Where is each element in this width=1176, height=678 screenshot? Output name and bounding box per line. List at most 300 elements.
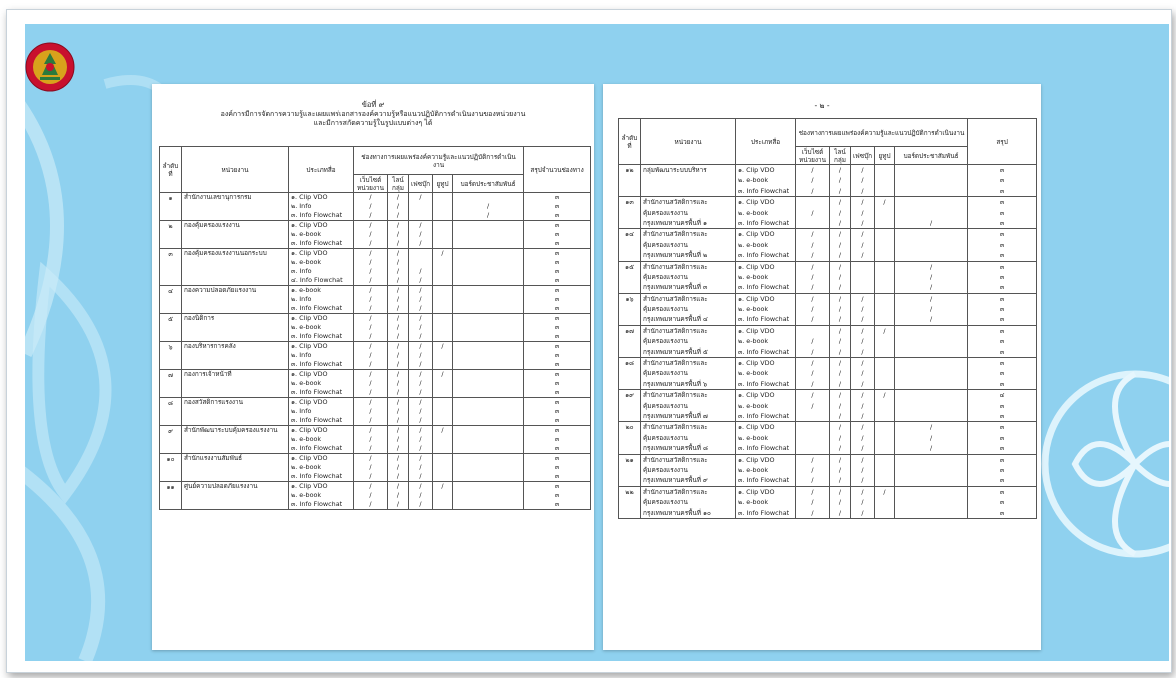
- website-cell: [354, 398, 388, 426]
- check-mark: /: [861, 487, 864, 496]
- total-value: ๓: [999, 186, 1005, 195]
- check-mark: /: [419, 379, 422, 387]
- total-value: ๓: [999, 230, 1005, 239]
- check-mark: /: [396, 323, 400, 331]
- check-mark: [455, 454, 521, 463]
- total-value: ๓: [999, 283, 1005, 292]
- website-cell: [354, 286, 388, 314]
- check-mark: /: [396, 482, 400, 490]
- check-mark: [435, 454, 450, 463]
- check-mark: /: [838, 283, 842, 292]
- check-mark: /: [396, 230, 400, 238]
- check-mark: [455, 267, 521, 276]
- facebook-cell: [409, 193, 433, 221]
- check-mark: [877, 218, 892, 228]
- check-mark: [853, 282, 872, 292]
- check-mark: [435, 286, 450, 295]
- media-item: ๒. e-book: [738, 240, 769, 249]
- total-cell: [968, 454, 1037, 486]
- line-cell: [830, 358, 851, 390]
- header-facebook: เฟซบุ๊ก: [409, 175, 433, 193]
- check-mark: [455, 500, 521, 509]
- check-mark: [455, 463, 521, 472]
- total-value: ๓: [554, 472, 560, 480]
- check-mark: /: [861, 198, 864, 207]
- unit-name: [182, 454, 289, 482]
- check-mark: /: [369, 249, 372, 257]
- media-item: ๓. Info Flowchat: [738, 315, 790, 324]
- check-mark: /: [838, 465, 842, 474]
- header-board: บอร์ดประชาสัมพันธ์: [453, 175, 524, 193]
- check-mark: /: [811, 166, 814, 174]
- check-mark: /: [811, 465, 814, 474]
- media-cell: [289, 221, 354, 249]
- total-value: ๓: [999, 176, 1005, 185]
- board-cell: [895, 454, 968, 486]
- check-mark: /: [861, 433, 864, 442]
- check-mark: /: [838, 315, 842, 324]
- total-value: ๓: [999, 401, 1005, 410]
- total-cell: [968, 197, 1037, 229]
- check-mark: /: [838, 262, 842, 271]
- media-item: ๓. Info Flowchat: [291, 472, 343, 480]
- header-unit: หน่วยงาน: [182, 147, 289, 193]
- row-number: ๒๒: [619, 486, 641, 518]
- page-number: - ๒ -: [814, 101, 830, 110]
- total-cell: [968, 165, 1037, 197]
- check-mark: /: [369, 351, 372, 359]
- check-mark: /: [861, 251, 864, 260]
- header-no: ลำดับที่: [619, 119, 641, 165]
- check-mark: /: [396, 426, 400, 434]
- check-mark: /: [838, 487, 842, 496]
- unit-name: [641, 197, 736, 229]
- check-mark: /: [811, 186, 814, 195]
- check-mark: /: [441, 342, 444, 350]
- board-cell: [453, 370, 524, 398]
- check-mark: /: [396, 435, 400, 443]
- header-channel-group: ช่องทางการเผยแพร่องค์ความรู้และแนวปฏิบัติการดำเนินงาน: [354, 147, 524, 175]
- row-number: ๑๓: [619, 197, 641, 229]
- media-cell: [289, 193, 354, 221]
- media-cell: [289, 426, 354, 454]
- unit-name-line: สำนักงานสวัสดิการและ: [643, 326, 708, 335]
- check-mark: /: [396, 454, 400, 462]
- check-mark: /: [369, 193, 372, 201]
- table-row: [619, 229, 1037, 261]
- total-cell: [524, 249, 591, 286]
- media-item: ๓. Info Flowchat: [738, 476, 790, 485]
- check-mark: /: [419, 239, 422, 247]
- row-number: ๑: [160, 193, 182, 221]
- unit-name-line: กรุงเทพมหานครพื้นที่ ๖: [643, 379, 708, 388]
- media-item: ๓. Info Flowchat: [291, 360, 343, 368]
- header-media-type: ประเภทสื่อ: [289, 147, 354, 193]
- table-row: [160, 249, 591, 286]
- media-item: ๑. Clip VDO: [291, 342, 328, 350]
- table-row: [619, 197, 1037, 229]
- total-value: ๓: [999, 455, 1005, 464]
- check-mark: /: [838, 444, 842, 453]
- check-mark: /: [929, 218, 933, 227]
- unit-name-line: กรุงเทพมหานครพื้นที่ ๓: [643, 283, 708, 292]
- check-mark: /: [369, 500, 372, 508]
- check-mark: /: [396, 267, 400, 275]
- check-mark: /: [369, 482, 372, 490]
- line-cell: [830, 197, 851, 229]
- check-mark: /: [838, 186, 842, 195]
- table-row: [160, 342, 591, 370]
- website-cell: [354, 454, 388, 482]
- check-mark: /: [396, 295, 400, 303]
- check-mark: [897, 229, 965, 239]
- check-mark: [455, 416, 521, 425]
- unit-name: [182, 426, 289, 454]
- board-cell: [453, 193, 524, 221]
- unit-name: [182, 482, 289, 510]
- check-mark: [435, 314, 450, 323]
- check-mark: /: [396, 491, 400, 499]
- facebook-cell: [409, 398, 433, 426]
- total-value: ๓: [999, 251, 1005, 260]
- check-mark: [897, 175, 965, 185]
- total-cell: [524, 398, 591, 426]
- check-mark: [897, 326, 965, 336]
- unit-name-line: สำนักงานสวัสดิการและ: [643, 359, 708, 368]
- unit-name-line: คุ้มครองแรงงาน: [643, 369, 688, 378]
- unit-name-line: กองคุ้มครองแรงงาน: [184, 221, 240, 229]
- media-item: ๒. e-book: [738, 498, 769, 507]
- check-mark: [877, 465, 892, 475]
- total-value: ๓: [554, 332, 560, 340]
- unit-name-line: กองความปลอดภัยแรงงาน: [184, 286, 257, 294]
- check-mark: /: [419, 342, 422, 350]
- header-channel-group: ช่องทางการเผยแพร่องค์ความรู้และแนวปฏิบัติการดำเนินงาน: [796, 119, 968, 147]
- check-mark: /: [396, 416, 400, 424]
- check-mark: [877, 314, 892, 324]
- check-mark: /: [861, 230, 864, 239]
- total-value: ๓: [554, 379, 560, 387]
- facebook-cell: [851, 325, 875, 357]
- unit-name-line: คุ้มครองแรงงาน: [643, 208, 688, 217]
- media-cell: [736, 454, 796, 486]
- unit-name-line: สำนักงานสวัสดิการและ: [643, 294, 708, 303]
- total-cell: [968, 422, 1037, 454]
- line-cell: [388, 482, 409, 510]
- check-mark: /: [883, 487, 886, 496]
- board-cell: [453, 426, 524, 454]
- check-mark: /: [369, 267, 372, 275]
- check-mark: /: [838, 476, 842, 485]
- check-mark: /: [811, 208, 814, 217]
- total-value: ๓: [999, 272, 1005, 281]
- board-cell: [895, 486, 968, 518]
- check-mark: [455, 370, 521, 379]
- unit-name-line: สำนักงานสวัสดิการและ: [643, 198, 708, 207]
- website-cell: [796, 325, 830, 357]
- row-number: ๕: [160, 314, 182, 342]
- media-cell: [289, 286, 354, 314]
- check-mark: /: [811, 476, 814, 485]
- unit-name-line: กองการเจ้าหน้าที่: [184, 370, 232, 378]
- media-item: ๑. Clip VDO: [291, 221, 328, 229]
- facebook-cell: [851, 229, 875, 261]
- unit-name: [182, 314, 289, 342]
- check-mark: /: [883, 391, 886, 400]
- board-cell: [895, 293, 968, 325]
- check-mark: /: [811, 455, 814, 464]
- facebook-cell: [409, 286, 433, 314]
- youtube-cell: [875, 358, 895, 390]
- check-mark: /: [419, 221, 422, 229]
- media-cell: [289, 342, 354, 370]
- check-mark: /: [369, 463, 372, 471]
- check-mark: [435, 463, 450, 472]
- unit-name-line: คุ้มครองแรงงาน: [643, 465, 688, 474]
- total-value: ๓: [999, 369, 1005, 378]
- total-value: ๓: [554, 249, 560, 257]
- facebook-cell: [851, 165, 875, 197]
- table-row: [160, 221, 591, 249]
- check-mark: [435, 435, 450, 444]
- check-mark: /: [811, 272, 814, 281]
- unit-name-line: คุ้มครองแรงงาน: [643, 498, 688, 507]
- check-mark: /: [369, 444, 372, 452]
- media-item: ๒. Info: [291, 295, 312, 303]
- page-2-header: [603, 100, 1041, 114]
- media-cell: [289, 370, 354, 398]
- unit-name-line: กองบริหารการคลัง: [184, 342, 236, 350]
- check-mark: /: [838, 401, 842, 410]
- facebook-cell: [409, 454, 433, 482]
- check-mark: [877, 475, 892, 485]
- check-mark: /: [861, 347, 864, 356]
- check-mark: [877, 422, 892, 432]
- check-mark: /: [396, 444, 400, 452]
- total-cell: [524, 221, 591, 249]
- unit-name-line: กรุงเทพมหานครพื้นที่ ๒: [643, 251, 708, 260]
- website-cell: [354, 314, 388, 342]
- media-item: ๒. Info: [291, 202, 312, 210]
- check-mark: /: [441, 482, 444, 490]
- check-mark: [411, 258, 430, 267]
- check-mark: [877, 497, 892, 507]
- header-line: ไลน์กลุ่ม: [388, 175, 409, 193]
- check-mark: /: [811, 294, 814, 303]
- check-mark: /: [838, 176, 842, 185]
- check-mark: [455, 472, 521, 481]
- total-value: ๓: [999, 465, 1005, 474]
- media-cell: [736, 293, 796, 325]
- line-cell: [388, 193, 409, 221]
- check-mark: /: [811, 487, 814, 496]
- total-value: ๓: [999, 423, 1005, 432]
- check-mark: /: [396, 286, 400, 294]
- facebook-cell: [409, 482, 433, 510]
- check-mark: /: [811, 305, 814, 314]
- check-mark: [435, 379, 450, 388]
- media-item: ๓. Info Flowchat: [738, 379, 790, 388]
- check-mark: [455, 342, 521, 351]
- total-value: ๓: [999, 498, 1005, 507]
- check-mark: [853, 272, 872, 282]
- media-item: ๒. Info: [291, 407, 312, 415]
- website-cell: [796, 293, 830, 325]
- media-item: ๑. Clip VDO: [291, 370, 328, 378]
- media-item: ๓. Info Flowchat: [291, 211, 343, 219]
- media-item: ๓. Info Flowchat: [738, 508, 790, 517]
- check-mark: /: [369, 332, 372, 340]
- header-youtube: ยูทูป: [433, 175, 453, 193]
- check-mark: /: [883, 326, 886, 335]
- check-mark: /: [369, 295, 372, 303]
- check-mark: /: [419, 360, 422, 368]
- check-mark: /: [369, 286, 372, 294]
- total-value: ๓: [999, 337, 1005, 346]
- check-mark: /: [838, 379, 842, 388]
- check-mark: [435, 267, 450, 276]
- check-mark: /: [811, 379, 814, 388]
- unit-name-line: คุ้มครองแรงงาน: [643, 337, 688, 346]
- check-mark: /: [838, 251, 842, 260]
- check-mark: /: [811, 347, 814, 356]
- check-mark: /: [811, 262, 814, 271]
- check-mark: [897, 197, 965, 207]
- check-mark: /: [929, 294, 933, 303]
- check-mark: /: [369, 407, 372, 415]
- facebook-cell: [851, 293, 875, 325]
- media-item: ๓. Info Flowchat: [738, 283, 790, 292]
- media-cell: [736, 165, 796, 197]
- check-mark: [411, 202, 430, 211]
- check-mark: /: [369, 221, 372, 229]
- header-website: เว็บไซต์หน่วยงาน: [796, 147, 830, 165]
- unit-name: [641, 293, 736, 325]
- board-cell: [895, 261, 968, 293]
- check-mark: /: [369, 230, 372, 238]
- page-1-title: ข้อที่ ๙: [361, 100, 385, 109]
- check-mark: /: [861, 391, 864, 400]
- total-value: ๓: [554, 416, 560, 424]
- check-mark: /: [861, 166, 864, 174]
- header-board: บอร์ดประชาสัมพันธ์: [895, 147, 968, 165]
- page-1-subtitle-2: และมีการสกัดความรู้ในรูปแบบต่างๆ ได้: [313, 118, 433, 127]
- facebook-cell: [409, 249, 433, 286]
- check-mark: /: [861, 186, 864, 195]
- board-cell: [895, 358, 968, 390]
- total-value: ๓: [999, 240, 1005, 249]
- unit-name: [182, 342, 289, 370]
- check-mark: /: [811, 498, 814, 507]
- check-mark: /: [861, 240, 864, 249]
- total-value: ๓: [554, 370, 560, 378]
- total-cell: [968, 486, 1037, 518]
- unit-name: [182, 193, 289, 221]
- check-mark: /: [419, 286, 422, 294]
- check-mark: [455, 444, 521, 453]
- check-mark: /: [811, 508, 814, 517]
- total-cell: [968, 358, 1037, 390]
- check-mark: [435, 398, 450, 407]
- check-mark: [455, 295, 521, 304]
- total-value: ๓: [554, 388, 560, 396]
- board-cell: [453, 249, 524, 286]
- page-1-header: [152, 100, 594, 128]
- check-mark: /: [369, 370, 372, 378]
- facebook-cell: [409, 426, 433, 454]
- media-item: ๑. Clip VDO: [291, 426, 328, 434]
- check-mark: /: [396, 239, 400, 247]
- total-cell: [968, 261, 1037, 293]
- total-cell: [524, 482, 591, 510]
- total-value: ๓: [554, 454, 560, 462]
- media-item: ๓. Info Flowchat: [291, 304, 343, 312]
- check-mark: [798, 411, 827, 421]
- check-mark: /: [396, 388, 400, 396]
- table-row: [160, 482, 591, 510]
- check-mark: [435, 491, 450, 500]
- unit-name-line: กองนิติการ: [184, 314, 215, 322]
- media-cell: [736, 325, 796, 357]
- line-cell: [830, 165, 851, 197]
- check-mark: [455, 407, 521, 416]
- facebook-cell: [851, 486, 875, 518]
- check-mark: [877, 358, 892, 368]
- check-mark: [897, 475, 965, 485]
- youtube-cell: [875, 454, 895, 486]
- check-mark: /: [419, 276, 422, 284]
- check-mark: /: [396, 202, 400, 210]
- board-cell: [895, 390, 968, 422]
- check-mark: [435, 444, 450, 453]
- check-mark: /: [419, 491, 422, 499]
- check-mark: [877, 379, 892, 389]
- facebook-cell: [851, 261, 875, 293]
- check-mark: [455, 435, 521, 444]
- unit-name-line: กรุงเทพมหานครพื้นที่ ๗: [643, 411, 708, 420]
- unit-name: [641, 422, 736, 454]
- check-mark: /: [419, 444, 422, 452]
- media-cell: [736, 390, 796, 422]
- check-mark: [455, 360, 521, 369]
- media-cell: [289, 314, 354, 342]
- total-value: ๓: [999, 218, 1005, 227]
- check-mark: /: [369, 276, 372, 284]
- check-mark: [897, 240, 965, 250]
- check-mark: [877, 272, 892, 282]
- knowledge-table-page-2: [618, 118, 1037, 519]
- document-page-2: [603, 84, 1041, 650]
- media-item: ๑. e-book: [291, 286, 321, 294]
- check-mark: [435, 472, 450, 481]
- check-mark: [897, 208, 965, 218]
- check-mark: [455, 482, 521, 491]
- check-mark: /: [838, 218, 842, 227]
- media-item: ๒. e-book: [291, 435, 322, 443]
- check-mark: [897, 508, 965, 518]
- media-item: ๓. Info Flowchat: [291, 444, 343, 452]
- check-mark: /: [861, 465, 864, 474]
- check-mark: /: [838, 411, 842, 420]
- table-row: [160, 454, 591, 482]
- header-facebook: เฟซบุ๊ก: [851, 147, 875, 165]
- check-mark: /: [369, 472, 372, 480]
- unit-name-line: กรุงเทพมหานครพื้นที่ ๔: [643, 315, 708, 324]
- media-cell: [289, 454, 354, 482]
- check-mark: /: [861, 218, 864, 227]
- website-cell: [354, 221, 388, 249]
- check-mark: [455, 314, 521, 323]
